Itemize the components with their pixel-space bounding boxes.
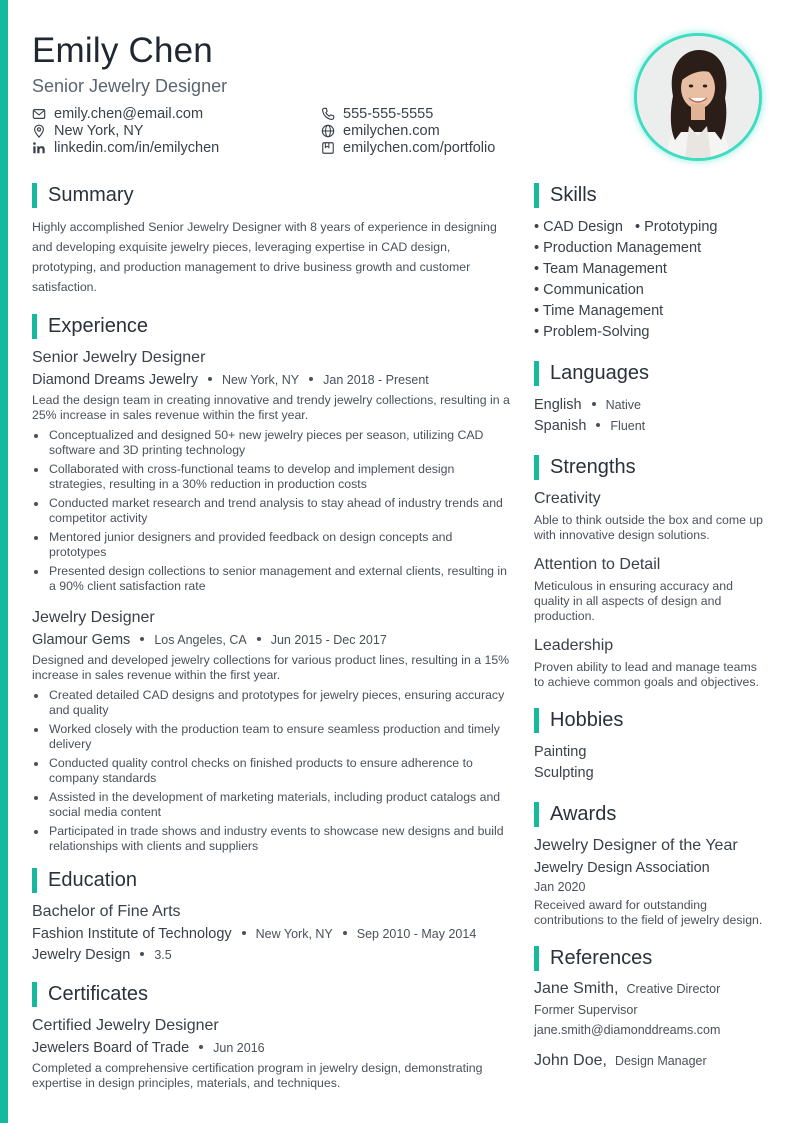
summary-text: Highly accomplished Senior Jewelry Designer with 8 years of experience in designing and developing exquisite jewelry pieces, leveraging expertise in CAD design, prototyping, and production management to drive business growth and customer satisfaction.	[32, 220, 497, 294]
strength-item	[534, 555, 766, 624]
reference-role: Design Manager	[614, 1054, 707, 1068]
section-accent	[534, 361, 539, 386]
job-entry	[32, 348, 512, 594]
award-description: Received award for outstanding contributions to the field of jewelry design.	[534, 898, 763, 927]
certificates-heading	[32, 982, 512, 1007]
job-bullets	[32, 688, 512, 854]
list-item: Presented design collections to senior management and external clients, resulting in a 90% client satisfaction rate	[32, 564, 512, 594]
email-text: emily.chen@email.com	[54, 105, 204, 122]
skill-item: Team Management	[542, 261, 667, 277]
education-meta	[32, 925, 512, 943]
award-date: Jan 2020	[534, 880, 586, 894]
reference-name-row	[534, 980, 766, 998]
phone-text: 555-555-5555	[343, 105, 434, 122]
strength-title: Leadership	[534, 637, 614, 654]
skills-heading	[534, 183, 766, 208]
job-dates: Jan 2018 - Present	[323, 373, 429, 387]
separator-dot	[140, 637, 144, 641]
reference-relation: Former Supervisor	[534, 1003, 638, 1017]
section-accent	[32, 314, 37, 339]
section-accent	[534, 946, 539, 971]
section-accent	[32, 982, 37, 1007]
school: Fashion Institute of Technology	[32, 926, 232, 942]
hobby-item: Painting	[534, 744, 587, 760]
field-of-study: Jewelry Design	[32, 947, 131, 963]
language-level: Native	[605, 398, 641, 412]
phone-icon	[321, 107, 335, 121]
right-column	[534, 183, 766, 1070]
separator-dot	[199, 1045, 203, 1049]
profile-photo	[634, 33, 762, 161]
skills-list	[534, 217, 766, 343]
skill-item: CAD Design	[543, 219, 623, 235]
linkedin-text: linkedin.com/in/emilychen	[54, 139, 220, 156]
globe-icon	[321, 124, 335, 138]
job-company: Diamond Dreams Jewelry	[32, 372, 198, 388]
contact-website[interactable]	[321, 122, 440, 139]
strength-item	[534, 489, 766, 543]
job-description: Designed and developed jewelry collections for various product lines, resulting in a 15% increase in sales revenue within the first year.	[32, 653, 510, 682]
experience-heading	[32, 314, 512, 339]
references-heading	[534, 946, 766, 971]
skill-item: Time Management	[542, 303, 664, 319]
section-title: Languages	[550, 362, 649, 384]
section-accent	[534, 455, 539, 480]
job-description: Lead the design team in creating innovative and trendy jewelry collections, resulting in a 25% increase in sales revenue within the first year.	[32, 393, 510, 422]
education-entry	[32, 902, 512, 964]
separator-dot	[140, 952, 144, 956]
certificate-description: Completed a comprehensive certification program in jewelry design, demonstrating expertise in design principles, materials, and techniques.	[32, 1061, 483, 1090]
website-text: emilychen.com	[343, 122, 440, 139]
section-title: Education	[48, 869, 137, 891]
degree: Bachelor of Fine Arts	[32, 903, 181, 920]
skills-row: • Problem-Solving	[534, 324, 650, 340]
contact-portfolio[interactable]	[321, 139, 495, 156]
candidate-name: Emily Chen	[32, 31, 213, 70]
gpa: 3.5	[154, 948, 172, 962]
award-title: Jewelry Designer of the Year	[534, 837, 738, 854]
education-dates: Sep 2010 - May 2014	[356, 927, 477, 941]
school-location: New York, NY	[255, 927, 333, 941]
language-name: Spanish	[534, 418, 587, 434]
section-title: Certificates	[48, 983, 149, 1005]
contact-location	[32, 122, 143, 139]
profile-photo-illustration	[637, 36, 759, 158]
mail-icon	[32, 107, 46, 121]
resume-header	[32, 30, 592, 157]
skills-row: • Time Management	[534, 303, 664, 319]
section-title: Strengths	[550, 456, 636, 478]
separator-dot	[242, 931, 246, 935]
hobbies-heading	[534, 708, 766, 733]
skill-item: Prototyping	[644, 219, 718, 235]
list-item: Assisted in the development of marketing materials, including product catalogs and social media content	[32, 790, 512, 820]
skills-row: • Production Management	[534, 240, 702, 256]
strength-text: Able to think outside the box and come up with innovative design solutions.	[534, 513, 764, 542]
language-row	[534, 395, 766, 416]
strength-item	[534, 636, 766, 690]
award-organization: Jewelry Design Association	[534, 860, 710, 876]
skill-item: Production Management	[543, 240, 702, 256]
section-title: Hobbies	[550, 709, 624, 731]
job-meta	[32, 371, 512, 389]
certificate-date: Jun 2016	[213, 1041, 265, 1055]
location-text: New York, NY	[54, 122, 144, 139]
reference-name-row	[534, 1052, 766, 1070]
section-title: Awards	[550, 803, 617, 825]
accent-bar	[0, 0, 8, 1123]
section-accent	[534, 183, 539, 208]
language-name: English	[534, 397, 582, 413]
skill-item: Communication	[543, 282, 644, 298]
list-item: Created detailed CAD designs and prototypes for jewelry pieces, ensuring accuracy and quality	[32, 688, 512, 718]
contact-phone[interactable]	[321, 105, 433, 122]
education-field-row	[32, 946, 512, 964]
left-column	[32, 183, 512, 1105]
separator-dot	[592, 402, 596, 406]
job-company: Glamour Gems	[32, 632, 131, 648]
contact-linkedin[interactable]	[32, 139, 219, 156]
reference-name: John Doe,	[534, 1052, 607, 1069]
list-item: Conducted market research and trend analysis to stay ahead of industry trends and competitor activity	[32, 496, 512, 526]
strength-text: Meticulous in ensuring accuracy and quality in all aspects of design and production.	[534, 579, 733, 623]
separator-dot	[343, 931, 347, 935]
separator-dot	[309, 377, 313, 381]
linkedin-icon	[32, 141, 46, 155]
language-row	[534, 416, 766, 437]
certificate-entry	[32, 1016, 512, 1091]
section-title: Experience	[48, 315, 149, 337]
section-accent	[32, 183, 37, 208]
job-location: Los Angeles, CA	[154, 633, 247, 647]
strengths-heading	[534, 455, 766, 480]
contact-list	[32, 105, 592, 157]
section-title: References	[550, 947, 653, 969]
job-meta	[32, 631, 512, 649]
candidate-title: Senior Jewelry Designer	[32, 76, 228, 96]
certificate-issuer: Jewelers Board of Trade	[32, 1040, 190, 1056]
list-item: Mentored junior designers and provided feedback on design concepts and prototypes	[32, 530, 512, 560]
list-item: Participated in trade shows and industry events to showcase new designs and build relationships with clients and suppliers	[32, 824, 512, 854]
job-title: Jewelry Designer	[32, 609, 155, 626]
section-title: Skills	[550, 184, 597, 206]
languages-list	[534, 395, 766, 437]
separator-dot	[596, 423, 600, 427]
portfolio-icon	[321, 141, 335, 155]
job-title: Senior Jewelry Designer	[32, 349, 206, 366]
strength-text: Proven ability to lead and manage teams to achieve common goals and objectives.	[534, 660, 759, 689]
skills-row: • Communication	[534, 282, 644, 298]
certificate-meta	[32, 1039, 512, 1057]
language-level: Fluent	[610, 419, 646, 433]
skills-row: • Team Management	[534, 261, 667, 277]
section-accent	[32, 868, 37, 893]
hobbies-list	[534, 742, 766, 784]
strength-title: Creativity	[534, 490, 601, 507]
skills-row: • CAD Design • Prototyping	[534, 219, 718, 235]
award-entry	[534, 836, 766, 928]
portfolio-text: emilychen.com/portfolio	[343, 139, 496, 156]
hobby-item: Sculpting	[534, 765, 594, 781]
section-accent	[534, 802, 539, 827]
section-accent	[534, 708, 539, 733]
skill-item: Problem-Solving	[543, 324, 650, 340]
reference-email[interactable]: jane.smith@diamonddreams.com	[534, 1023, 721, 1037]
strength-title: Attention to Detail	[534, 556, 661, 573]
section-title: Summary	[48, 184, 134, 206]
awards-heading	[534, 802, 766, 827]
job-entry	[32, 608, 512, 854]
languages-heading	[534, 361, 766, 386]
certificate-name: Certified Jewelry Designer	[32, 1017, 219, 1034]
list-item: Conducted quality control checks on finished products to ensure adherence to company standards	[32, 756, 512, 786]
reference-name: Jane Smith,	[534, 980, 619, 997]
separator-dot	[257, 637, 261, 641]
job-dates: Jun 2015 - Dec 2017	[270, 633, 387, 647]
list-item: Worked closely with the production team to ensure seamless production and timely delivery	[32, 722, 512, 752]
location-pin-icon	[32, 124, 46, 138]
summary-heading	[32, 183, 512, 208]
list-item: Conceptualized and designed 50+ new jewelry pieces per season, utilizing CAD software and 3D printing technology	[32, 428, 512, 458]
reference-entry	[534, 1052, 766, 1070]
contact-email[interactable]	[32, 105, 203, 122]
education-heading	[32, 868, 512, 893]
reference-role: Creative Director	[626, 982, 721, 996]
list-item: Collaborated with cross-functional teams to develop and implement design strategies, resulting in a 30% reduction in production costs	[32, 462, 512, 492]
reference-entry	[534, 980, 766, 1038]
separator-dot	[208, 377, 212, 381]
job-location: New York, NY	[222, 373, 300, 387]
job-bullets	[32, 428, 512, 594]
